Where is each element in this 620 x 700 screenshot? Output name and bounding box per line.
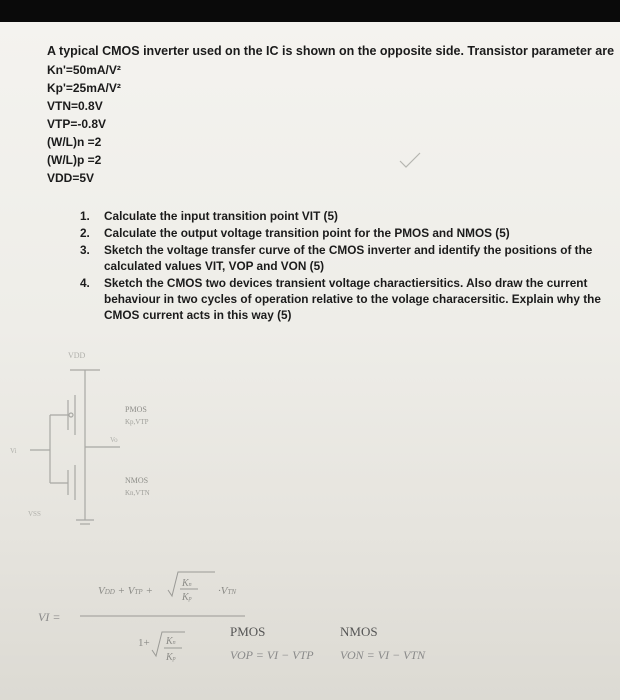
question-text: Sketch the voltage transfer curve of the CMOS inverter and identify the positions of the calculated values VIT, VOP and VON (5) [104, 243, 593, 273]
pmos-params: Kp,VTP [125, 418, 149, 426]
formula-nmos-label: NMOS [340, 624, 378, 639]
question-text: Calculate the input transition point VIT (5) [104, 209, 338, 223]
question-number: 4. [80, 276, 90, 290]
question-item [80, 208, 620, 224]
question-number: 1. [80, 209, 90, 223]
input-label: Vi [10, 447, 17, 455]
parameter-item: Kp'=25mA/V² [47, 81, 121, 95]
formula-pmos-eq: VOP = VI − VTP [230, 648, 314, 662]
formula-pmos-label: PMOS [230, 624, 266, 639]
parameter-item: Kn'=50mA/V² [47, 63, 121, 77]
svg-text:Kn: Kn [182, 578, 192, 589]
svg-text:Kp: Kp [166, 652, 176, 663]
question-item [80, 225, 620, 241]
question-number: 2. [80, 226, 90, 240]
question-text: Sketch the CMOS two devices transient voltage charactiersitics. Also draw the current behaviour in two cycles of operation relative to the volage characersitic. Explain why the CMOS current acts in this way (5) [104, 276, 601, 322]
nmos-label: NMOS [125, 476, 149, 485]
svg-text:Kp: Kp [182, 592, 192, 603]
question-number: 3. [80, 243, 90, 257]
checkmark-icon [398, 150, 422, 170]
formula-lhs: VI = [38, 610, 61, 624]
cmos-inverter-schematic [0, 340, 260, 540]
ground-label: VSS [28, 510, 41, 518]
output-label: Vo [110, 436, 118, 444]
svg-text:Kn: Kn [166, 636, 176, 647]
parameter-item: (W/L)n =2 [47, 135, 102, 149]
question-list [80, 208, 620, 324]
svg-text:VDD + VTP +: VDD + VTP + [98, 585, 153, 597]
svg-text:·VTN: ·VTN [218, 585, 237, 597]
nmos-params: Kn,VTN [125, 489, 150, 497]
parameter-item: VTN=0.8V [47, 99, 103, 113]
parameter-item: VTP=-0.8V [47, 117, 107, 131]
formula-nmos-eq: VON = VI − VTN [340, 648, 426, 662]
parameter-item: (W/L)p =2 [47, 153, 102, 167]
parameter-list [47, 61, 121, 187]
question-item [80, 275, 620, 323]
vdd-label: VDD [68, 351, 86, 360]
question-text: Calculate the output voltage transition point for the PMOS and NMOS (5) [104, 226, 510, 240]
question-item [80, 242, 620, 274]
problem-title: A typical CMOS inverter used on the IC is shown on the opposite side. Transistor parameter are [47, 44, 615, 58]
pmos-label: PMOS [125, 405, 147, 414]
top-dark-border [0, 0, 620, 22]
parameter-item: VDD=5V [47, 171, 95, 185]
svg-text:1+: 1+ [138, 637, 150, 649]
